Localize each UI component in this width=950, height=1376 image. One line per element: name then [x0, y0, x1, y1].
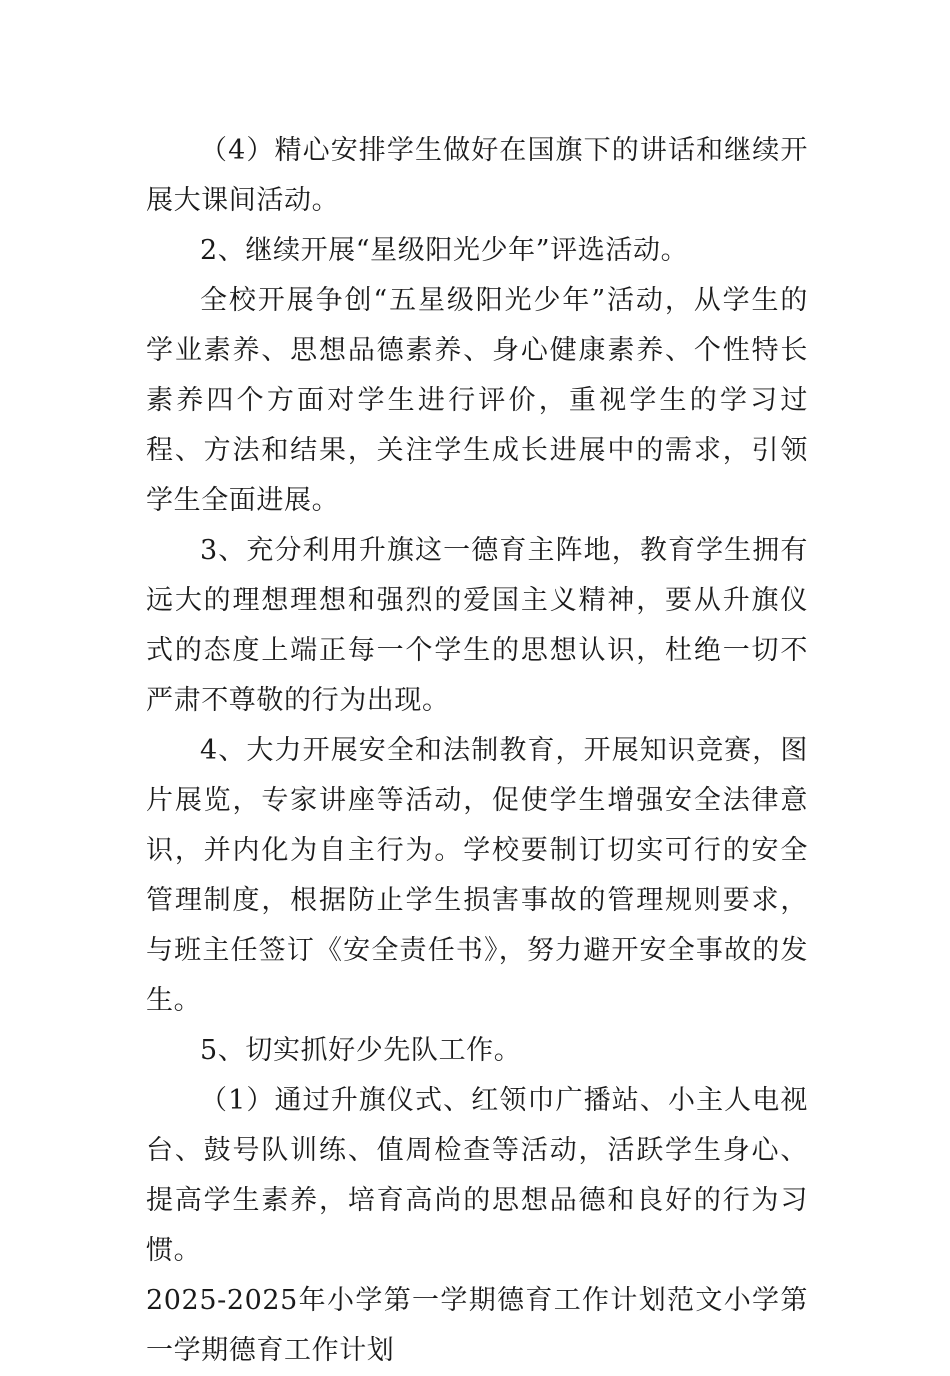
document-title-line: 2025-2025年小学第一学期德育工作计划范文小学第一学期德育工作计划: [146, 1285, 808, 1366]
paragraph-item-1-activities: （1）通过升旗仪式、红领巾广播站、小主人电视台、鼓号队训练、值周检查等活动，活跃学生身心、提高学生素养，培育高尚的思想品德和良好的行为习惯。: [146, 1085, 808, 1266]
paragraph-item-4-national-flag-speech: （4）精心安排学生做好在国旗下的讲话和继续开展大课间活动。: [146, 135, 808, 216]
paragraph-sunshine-youth-evaluation: 全校开展争创“五星级阳光少年”活动，从学生的学业素养、思想品德素养、身心健康素养、个性特长素养四个方面对学生进行评价，重视学生的学习过程、方法和结果，关注学生成长进展中的需求，引领学生全面进展。: [146, 285, 808, 516]
paragraph-section-5-young-pioneers: 5、切实抓好少先队工作。: [200, 1035, 522, 1066]
document-body: [146, 126, 808, 1376]
paragraph-section-2-heading: 2、继续开展“星级阳光少年”评选活动。: [200, 235, 689, 266]
paragraph-section-3-flag-raising: 3、充分利用升旗这一德育主阵地，教育学生拥有远大的理想理想和强烈的爱国主义精神，要从升旗仪式的态度上端正每一个学生的思想认识，杜绝一切不严肃不尊敬的行为出现。: [146, 535, 808, 716]
paragraph-section-4-safety-education: 4、大力开展安全和法制教育，开展知识竞赛，图片展览，专家讲座等活动，促使学生增强安全法律意识，并内化为自主行为。学校要制订切实可行的安全管理制度，根据防止学生损害事故的管理规则要求，与班主任签订《安全责任书》，努力避开安全事故的发生。: [146, 735, 808, 1016]
